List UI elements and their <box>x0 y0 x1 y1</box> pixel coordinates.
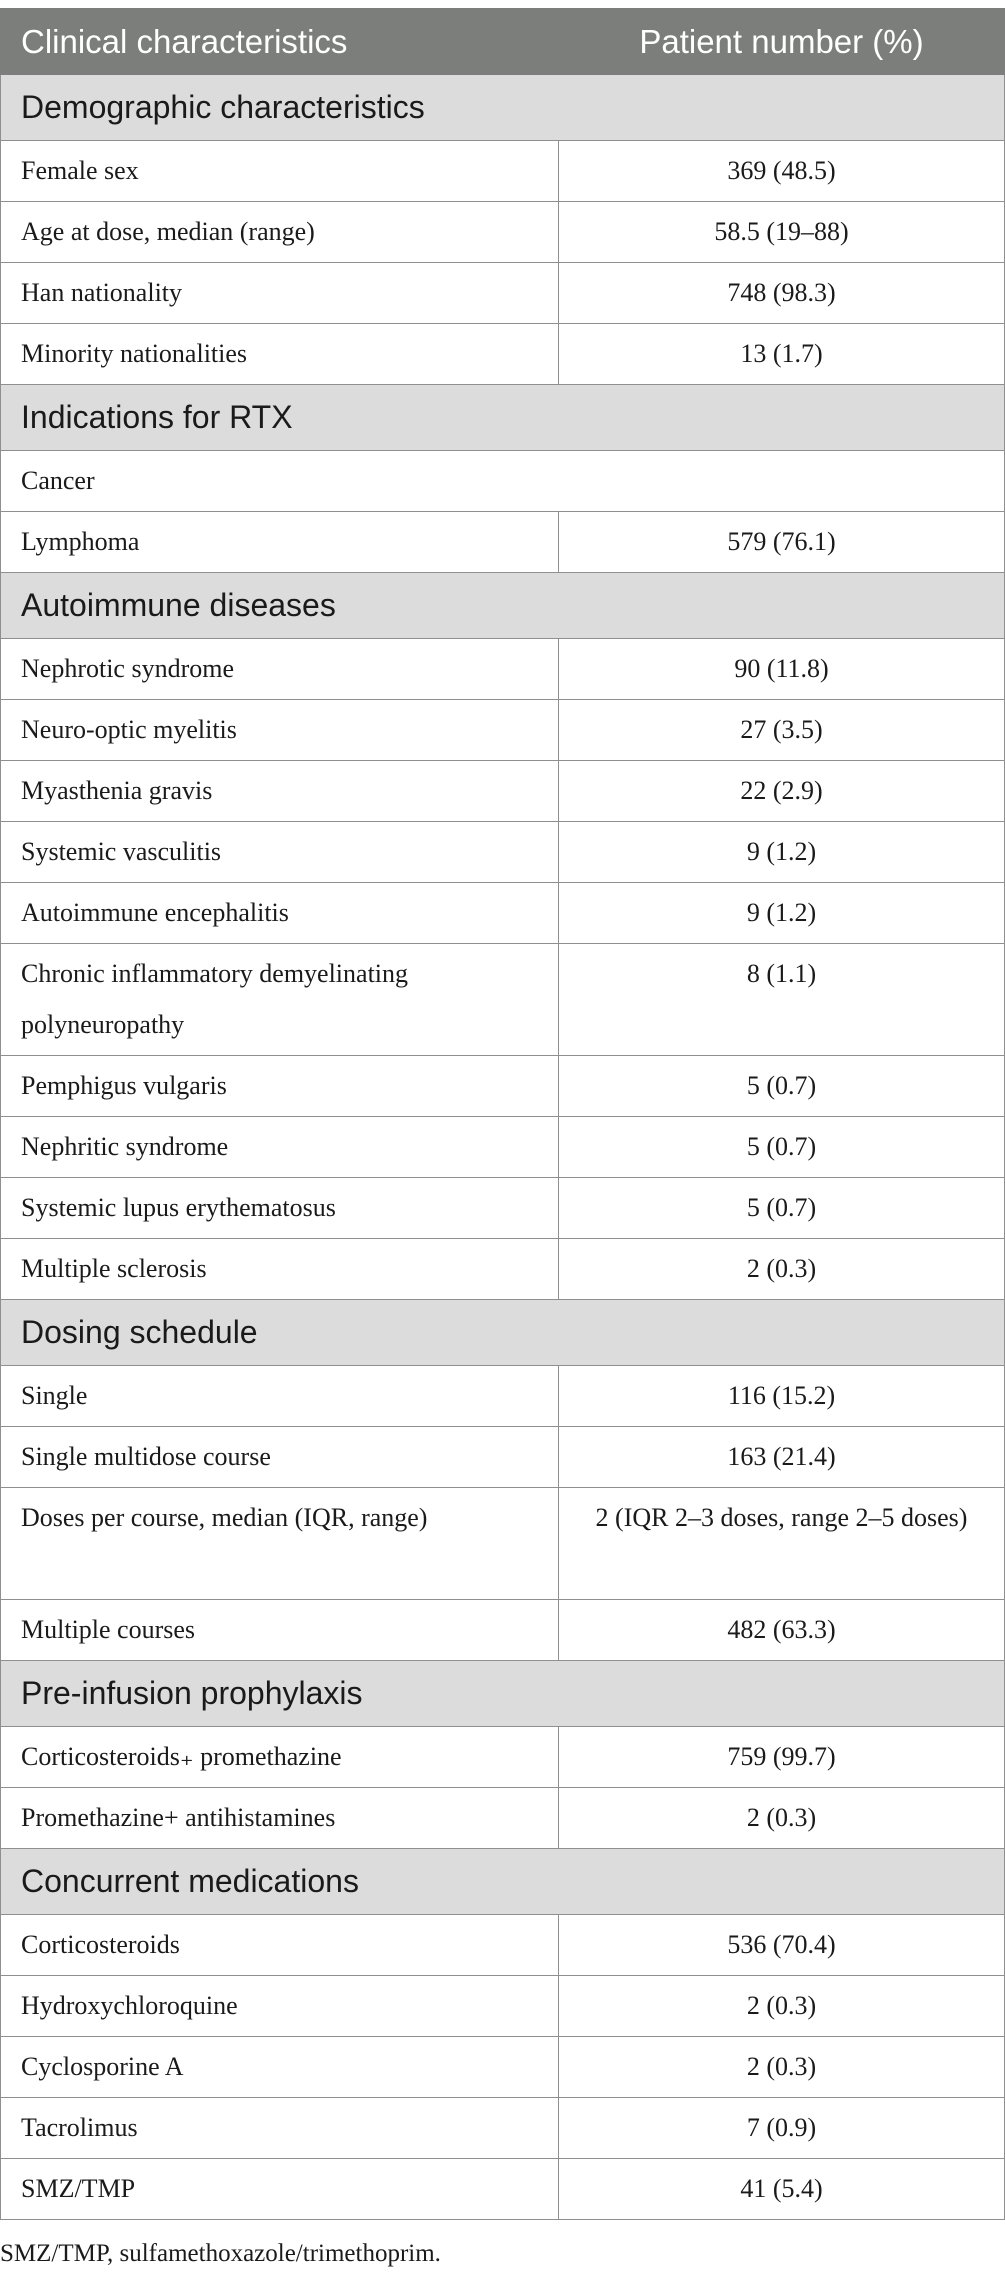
section-title: Indications for RTX <box>1 385 1005 451</box>
section-title: Demographic characteristics <box>1 75 1005 141</box>
table-row <box>1 2098 1005 2159</box>
characteristic-label: Corticosteroids₊ promethazine <box>1 1727 559 1788</box>
table-row <box>1 1600 1005 1661</box>
table-row <box>1 1366 1005 1427</box>
patient-number-value: 13 (1.7) <box>559 324 1005 385</box>
section-header-row <box>1 1661 1005 1727</box>
table-row <box>1 944 1005 1056</box>
patient-number-value: 8 (1.1) <box>559 944 1005 1056</box>
characteristic-label: Han nationality <box>1 263 559 324</box>
characteristic-label: Nephrotic syndrome <box>1 639 559 700</box>
patient-number-value: 5 (0.7) <box>559 1056 1005 1117</box>
table-row <box>1 883 1005 944</box>
patient-number-value: 58.5 (19–88) <box>559 202 1005 263</box>
characteristic-label: Hydroxychloroquine <box>1 1976 559 2037</box>
table-row <box>1 141 1005 202</box>
table-row <box>1 761 1005 822</box>
table-row <box>1 1976 1005 2037</box>
patient-number-value: 7 (0.9) <box>559 2098 1005 2159</box>
characteristic-label: Systemic lupus erythematosus <box>1 1178 559 1239</box>
table-row <box>1 1427 1005 1488</box>
characteristic-label: Neuro-optic myelitis <box>1 700 559 761</box>
table-row <box>1 2037 1005 2098</box>
characteristic-label: Age at dose, median (range) <box>1 202 559 263</box>
characteristic-label: Systemic vasculitis <box>1 822 559 883</box>
characteristic-label: Single <box>1 1366 559 1427</box>
section-title: Autoimmune diseases <box>1 573 1005 639</box>
table-header-row <box>1 9 1005 75</box>
patient-number-value: 9 (1.2) <box>559 883 1005 944</box>
characteristic-label: Corticosteroids <box>1 1915 559 1976</box>
patient-number-value: 2 (0.3) <box>559 1788 1005 1849</box>
characteristic-label: Nephritic syndrome <box>1 1117 559 1178</box>
table-row <box>1 1117 1005 1178</box>
patient-number-value: 2 (0.3) <box>559 1976 1005 2037</box>
header-clinical-characteristics: Clinical characteristics <box>1 9 559 75</box>
table-row <box>1 1056 1005 1117</box>
patient-number-value: 579 (76.1) <box>559 512 1005 573</box>
section-title: Concurrent medications <box>1 1849 1005 1915</box>
table-row <box>1 512 1005 573</box>
characteristic-label: Multiple sclerosis <box>1 1239 559 1300</box>
characteristic-label: Single multidose course <box>1 1427 559 1488</box>
patient-number-value: 41 (5.4) <box>559 2159 1005 2220</box>
table-row <box>1 1239 1005 1300</box>
patient-number-value: 759 (99.7) <box>559 1727 1005 1788</box>
section-header-row <box>1 1849 1005 1915</box>
patient-number-value: 5 (0.7) <box>559 1178 1005 1239</box>
table-row <box>1 1727 1005 1788</box>
table-row <box>1 2159 1005 2220</box>
patient-number-value: 9 (1.2) <box>559 822 1005 883</box>
patient-number-value: 748 (98.3) <box>559 263 1005 324</box>
characteristic-label: Lymphoma <box>1 512 559 573</box>
section-header-row <box>1 573 1005 639</box>
characteristic-label: Chronic inflammatory demyelinating polyneuropathy <box>1 944 559 1056</box>
patient-number-value: 27 (3.5) <box>559 700 1005 761</box>
table-row <box>1 822 1005 883</box>
section-header-row <box>1 385 1005 451</box>
patient-number-value: 22 (2.9) <box>559 761 1005 822</box>
table-row <box>1 1788 1005 1849</box>
table-row <box>1 1178 1005 1239</box>
table-row <box>1 1488 1005 1600</box>
section-header-row <box>1 75 1005 141</box>
patient-number-value: 116 (15.2) <box>559 1366 1005 1427</box>
section-header-row <box>1 1300 1005 1366</box>
patient-number-value: 163 (21.4) <box>559 1427 1005 1488</box>
characteristic-label: Promethazine+ antihistamines <box>1 1788 559 1849</box>
section-title: Dosing schedule <box>1 1300 1005 1366</box>
characteristic-label: Cyclosporine A <box>1 2037 559 2098</box>
characteristic-label: Tacrolimus <box>1 2098 559 2159</box>
clinical-characteristics-table <box>0 8 1005 2220</box>
patient-number-value: 2 (0.3) <box>559 2037 1005 2098</box>
characteristic-label: Cancer <box>1 451 1005 512</box>
characteristic-label: Multiple courses <box>1 1600 559 1661</box>
characteristic-label: Myasthenia gravis <box>1 761 559 822</box>
patient-number-value: 2 (0.3) <box>559 1239 1005 1300</box>
characteristic-label: Female sex <box>1 141 559 202</box>
patient-number-value: 5 (0.7) <box>559 1117 1005 1178</box>
patient-number-value: 536 (70.4) <box>559 1915 1005 1976</box>
patient-number-value: 369 (48.5) <box>559 141 1005 202</box>
characteristic-label: Pemphigus vulgaris <box>1 1056 559 1117</box>
table-row <box>1 700 1005 761</box>
table-row <box>1 202 1005 263</box>
characteristic-label: SMZ/TMP <box>1 2159 559 2220</box>
table-footnote: SMZ/TMP, sulfamethoxazole/trimethoprim. <box>0 2240 441 2267</box>
patient-number-value: 2 (IQR 2–3 doses, range 2–5 doses) <box>559 1488 1005 1600</box>
table-row <box>1 639 1005 700</box>
table-row <box>1 1915 1005 1976</box>
table-body <box>1 75 1005 2220</box>
characteristic-label: Autoimmune encephalitis <box>1 883 559 944</box>
table-row <box>1 324 1005 385</box>
table-row <box>1 263 1005 324</box>
patient-number-value: 90 (11.8) <box>559 639 1005 700</box>
table-row <box>1 451 1005 512</box>
header-patient-number: Patient number (%) <box>559 9 1005 75</box>
patient-number-value: 482 (63.3) <box>559 1600 1005 1661</box>
characteristic-label: Doses per course, median (IQR, range) <box>1 1488 559 1600</box>
characteristic-label: Minority nationalities <box>1 324 559 385</box>
section-title: Pre-infusion prophylaxis <box>1 1661 1005 1727</box>
